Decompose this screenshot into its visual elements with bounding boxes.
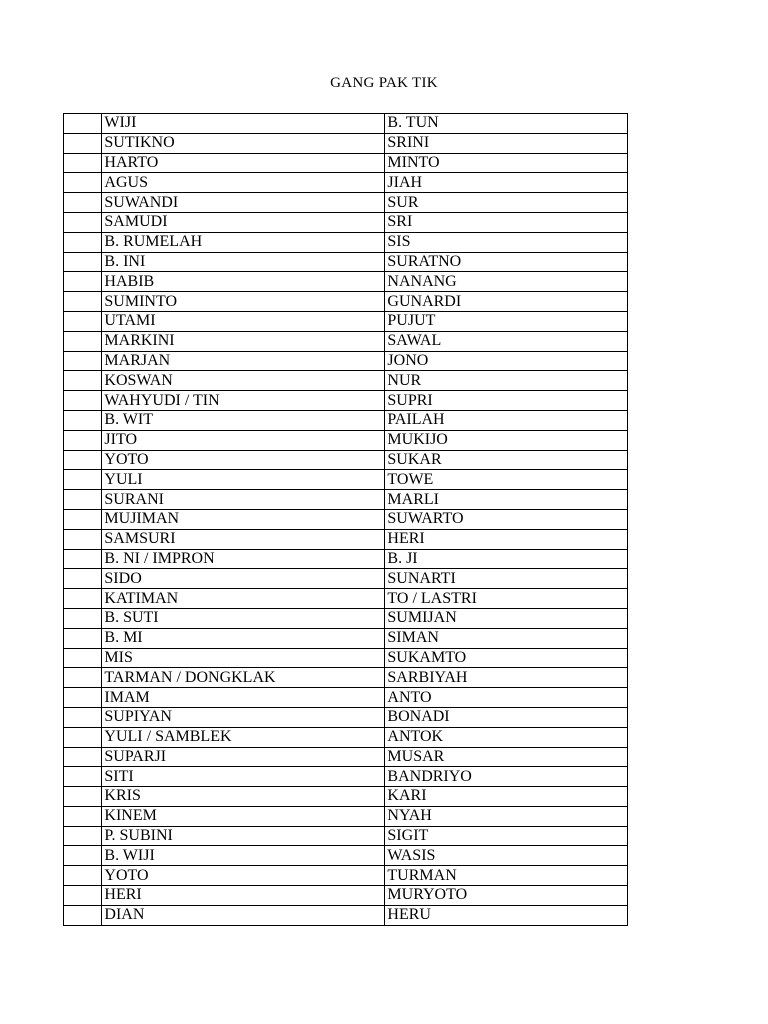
left-name-cell: MIS — [102, 648, 385, 668]
row-number-cell — [64, 826, 102, 846]
right-name-cell: SIGIT — [385, 826, 628, 846]
row-number-cell — [64, 470, 102, 490]
right-name-cell: HERI — [385, 529, 628, 549]
row-number-cell — [64, 727, 102, 747]
table-row — [64, 529, 628, 549]
row-number-cell — [64, 846, 102, 866]
table-row — [64, 391, 628, 411]
right-name-cell: SAWAL — [385, 331, 628, 351]
table-row — [64, 608, 628, 628]
left-name-cell: JITO — [102, 430, 385, 450]
table-row — [64, 826, 628, 846]
left-name-cell: SAMSURI — [102, 529, 385, 549]
left-name-cell: SUPIYAN — [102, 707, 385, 727]
table-row — [64, 589, 628, 609]
table-row — [64, 549, 628, 569]
left-name-cell: B. SUTI — [102, 608, 385, 628]
row-number-cell — [64, 232, 102, 252]
table-row — [64, 351, 628, 371]
row-number-cell — [64, 509, 102, 529]
row-number-cell — [64, 371, 102, 391]
right-name-cell: JIAH — [385, 173, 628, 193]
row-number-cell — [64, 806, 102, 826]
right-name-cell: SUWARTO — [385, 509, 628, 529]
row-number-cell — [64, 767, 102, 787]
left-name-cell: YULI — [102, 470, 385, 490]
row-number-cell — [64, 114, 102, 134]
right-name-cell: BONADI — [385, 707, 628, 727]
right-name-cell: SIMAN — [385, 628, 628, 648]
row-number-cell — [64, 272, 102, 292]
table-row — [64, 173, 628, 193]
table-row — [64, 153, 628, 173]
row-number-cell — [64, 905, 102, 925]
left-name-cell: UTAMI — [102, 311, 385, 331]
left-name-cell: TARMAN / DONGKLAK — [102, 668, 385, 688]
right-name-cell: JONO — [385, 351, 628, 371]
table-row — [64, 252, 628, 272]
table-row — [64, 707, 628, 727]
row-number-cell — [64, 173, 102, 193]
right-name-cell: GUNARDI — [385, 292, 628, 312]
right-name-cell: SUKAMTO — [385, 648, 628, 668]
right-name-cell: WASIS — [385, 846, 628, 866]
left-name-cell: SITI — [102, 767, 385, 787]
right-name-cell: SUMIJAN — [385, 608, 628, 628]
left-name-cell: KRIS — [102, 787, 385, 807]
right-name-cell: B. JI — [385, 549, 628, 569]
right-name-cell: MUKIJO — [385, 430, 628, 450]
right-name-cell: MURYOTO — [385, 886, 628, 906]
table-row — [64, 747, 628, 767]
right-name-cell: HERU — [385, 905, 628, 925]
row-number-cell — [64, 292, 102, 312]
table-row — [64, 133, 628, 153]
right-name-cell: BANDRIYO — [385, 767, 628, 787]
left-name-cell: SUTIKNO — [102, 133, 385, 153]
table-row — [64, 430, 628, 450]
right-name-cell: MARLI — [385, 490, 628, 510]
left-name-cell: HARTO — [102, 153, 385, 173]
row-number-cell — [64, 668, 102, 688]
left-name-cell: SUWANDI — [102, 193, 385, 213]
table-row — [64, 410, 628, 430]
row-number-cell — [64, 549, 102, 569]
row-number-cell — [64, 648, 102, 668]
table-row — [64, 311, 628, 331]
row-number-cell — [64, 133, 102, 153]
table-row — [64, 787, 628, 807]
right-name-cell: SUR — [385, 193, 628, 213]
row-number-cell — [64, 529, 102, 549]
right-name-cell: NYAH — [385, 806, 628, 826]
table-row — [64, 470, 628, 490]
row-number-cell — [64, 589, 102, 609]
names-table-body — [64, 114, 628, 926]
left-name-cell: B. WIJI — [102, 846, 385, 866]
row-number-cell — [64, 608, 102, 628]
right-name-cell: MINTO — [385, 153, 628, 173]
left-name-cell: SUPARJI — [102, 747, 385, 767]
right-name-cell: B. TUN — [385, 114, 628, 134]
left-name-cell: P. SUBINI — [102, 826, 385, 846]
right-name-cell: NUR — [385, 371, 628, 391]
right-name-cell: ANTOK — [385, 727, 628, 747]
right-name-cell: PAILAH — [385, 410, 628, 430]
right-name-cell: NANANG — [385, 272, 628, 292]
left-name-cell: SIDO — [102, 569, 385, 589]
table-row — [64, 628, 628, 648]
row-number-cell — [64, 787, 102, 807]
table-row — [64, 371, 628, 391]
row-number-cell — [64, 569, 102, 589]
table-row — [64, 767, 628, 787]
left-name-cell: DIAN — [102, 905, 385, 925]
table-row — [64, 569, 628, 589]
left-name-cell: MARJAN — [102, 351, 385, 371]
row-number-cell — [64, 311, 102, 331]
table-row — [64, 450, 628, 470]
row-number-cell — [64, 430, 102, 450]
table-row — [64, 886, 628, 906]
left-name-cell: MARKINI — [102, 331, 385, 351]
right-name-cell: SARBIYAH — [385, 668, 628, 688]
right-name-cell: TO / LASTRI — [385, 589, 628, 609]
left-name-cell: SAMUDI — [102, 212, 385, 232]
left-name-cell: YOTO — [102, 450, 385, 470]
left-name-cell: IMAM — [102, 688, 385, 708]
table-row — [64, 806, 628, 826]
page-title: GANG PAK TIK — [330, 75, 438, 91]
row-number-cell — [64, 747, 102, 767]
left-name-cell: SUMINTO — [102, 292, 385, 312]
right-name-cell: TURMAN — [385, 866, 628, 886]
left-name-cell: YOTO — [102, 866, 385, 886]
table-row — [64, 509, 628, 529]
right-name-cell: SRI — [385, 212, 628, 232]
table-row — [64, 212, 628, 232]
right-name-cell: SUPRI — [385, 391, 628, 411]
right-name-cell: SRINI — [385, 133, 628, 153]
table-row — [64, 688, 628, 708]
left-name-cell: WAHYUDI / TIN — [102, 391, 385, 411]
row-number-cell — [64, 886, 102, 906]
right-name-cell: SUKAR — [385, 450, 628, 470]
table-row — [64, 668, 628, 688]
left-name-cell: KINEM — [102, 806, 385, 826]
left-name-cell: HABIB — [102, 272, 385, 292]
left-name-cell: B. INI — [102, 252, 385, 272]
table-row — [64, 866, 628, 886]
left-name-cell: B. NI / IMPRON — [102, 549, 385, 569]
table-row — [64, 292, 628, 312]
row-number-cell — [64, 490, 102, 510]
right-name-cell: SURATNO — [385, 252, 628, 272]
right-name-cell: SIS — [385, 232, 628, 252]
right-name-cell: MUSAR — [385, 747, 628, 767]
row-number-cell — [64, 351, 102, 371]
left-name-cell: HERI — [102, 886, 385, 906]
right-name-cell: ANTO — [385, 688, 628, 708]
left-name-cell: YULI / SAMBLEK — [102, 727, 385, 747]
table-row — [64, 727, 628, 747]
right-name-cell: SUNARTI — [385, 569, 628, 589]
row-number-cell — [64, 391, 102, 411]
left-name-cell: B. RUMELAH — [102, 232, 385, 252]
row-number-cell — [64, 688, 102, 708]
right-name-cell: PUJUT — [385, 311, 628, 331]
row-number-cell — [64, 628, 102, 648]
table-row — [64, 114, 628, 134]
right-name-cell: KARI — [385, 787, 628, 807]
table-row — [64, 331, 628, 351]
table-row — [64, 846, 628, 866]
left-name-cell: KATIMAN — [102, 589, 385, 609]
names-table — [63, 113, 628, 926]
row-number-cell — [64, 410, 102, 430]
row-number-cell — [64, 193, 102, 213]
table-row — [64, 490, 628, 510]
left-name-cell: B. WIT — [102, 410, 385, 430]
left-name-cell: MUJIMAN — [102, 509, 385, 529]
table-row — [64, 193, 628, 213]
row-number-cell — [64, 153, 102, 173]
row-number-cell — [64, 866, 102, 886]
row-number-cell — [64, 707, 102, 727]
table-row — [64, 905, 628, 925]
table-row — [64, 648, 628, 668]
row-number-cell — [64, 331, 102, 351]
row-number-cell — [64, 212, 102, 232]
row-number-cell — [64, 252, 102, 272]
left-name-cell: KOSWAN — [102, 371, 385, 391]
table-row — [64, 232, 628, 252]
table-row — [64, 272, 628, 292]
row-number-cell — [64, 450, 102, 470]
left-name-cell: SURANI — [102, 490, 385, 510]
left-name-cell: WIJI — [102, 114, 385, 134]
right-name-cell: TOWE — [385, 470, 628, 490]
left-name-cell: AGUS — [102, 173, 385, 193]
left-name-cell: B. MI — [102, 628, 385, 648]
